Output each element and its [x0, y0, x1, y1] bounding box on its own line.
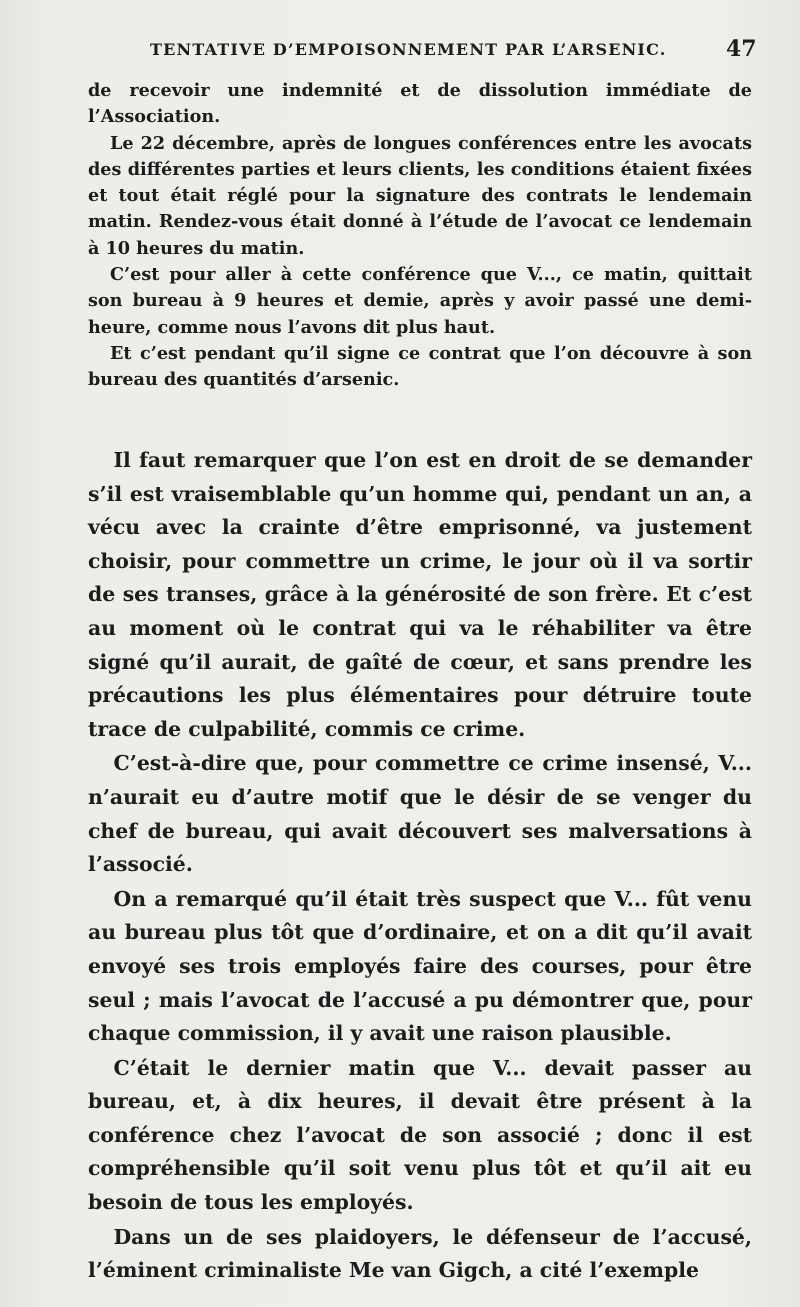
paragraph-suspicion: On a remarqué qu’il était très suspect que V... fût venu au bureau plus tôt que d’ordinaire, et on a dit qu’il avait envoyé ses trois employés faire des courses, pour être seul ; mais l’avocat de l’accusé a pu démontrer que, pour chaque commission, il y avait une raison plausible.: [88, 886, 752, 1046]
main-text-section: [88, 444, 752, 1288]
paragraph-december-22: Le 22 décembre, après de longues conférences entre les avocats des différentes parties et leurs clients, les conditions étaient fixées et tout était réglé pour la signature des contrats le lendemain matin. Rendez-vous était donné à l’étude de l’avocat ce lendemain à 10 heures du matin.: [88, 132, 752, 259]
paragraph-defender: Dans un de ses plaidoyers, le défenseur de l’accusé, l’éminent criminaliste Me van Gigch, a cité l’exemple: [88, 1224, 752, 1283]
paragraph-remark: Il faut remarquer que l’on est en droit de se demander s’il est vraisemblable qu’un homme qui, pendant un an, a vécu avec la crainte d’être emprisonné, va justement choisir, pour commettre un crime, le jour où il va sortir de ses transes, grâce à la générosité de son frère. Et c’est au moment où le contrat qui va le réhabiliter va être signé qu’il aurait, de gaîté de cœur, et sans prendre les précautions les plus élémentaires pour détruire toute trace de culpabilité, commis ce crime.: [88, 448, 752, 741]
small-print-section: [88, 78, 752, 394]
paragraph-last-morning: C’était le dernier matin que V... devait passer au bureau, et, à dix heures, il devait être présent à la conférence chez l’avocat de son associé ; donc il est compréhensible qu’il soit venu plus tôt et qu’il ait eu besoin de tous les employés.: [88, 1055, 752, 1215]
paragraph-conference: C’est pour aller à cette conférence que V..., ce matin, quittait son bureau à 9 heures et demie, après y avoir passé une demi-heure, comme nous l’avons dit plus haut.: [88, 264, 752, 338]
page-header: [0, 38, 800, 68]
page-number: 47: [726, 36, 757, 62]
paragraph-continued: de recevoir une indemnité et de dissolution immédiate de l’Association.: [88, 80, 752, 128]
paragraph-arsenic-found: Et c’est pendant qu’il signe ce contrat que l’on découvre à son bureau des quantités d’arsenic.: [88, 342, 752, 391]
paragraph-motive: C’est-à-dire que, pour commettre ce crime insensé, V... n’aurait eu d’autre motif que le désir de se venger du chef de bureau, qui avait découvert ses malversations à l’associé.: [88, 751, 752, 877]
running-title: TENTATIVE D’EMPOISONNEMENT PAR L’ARSENIC.: [150, 40, 667, 59]
